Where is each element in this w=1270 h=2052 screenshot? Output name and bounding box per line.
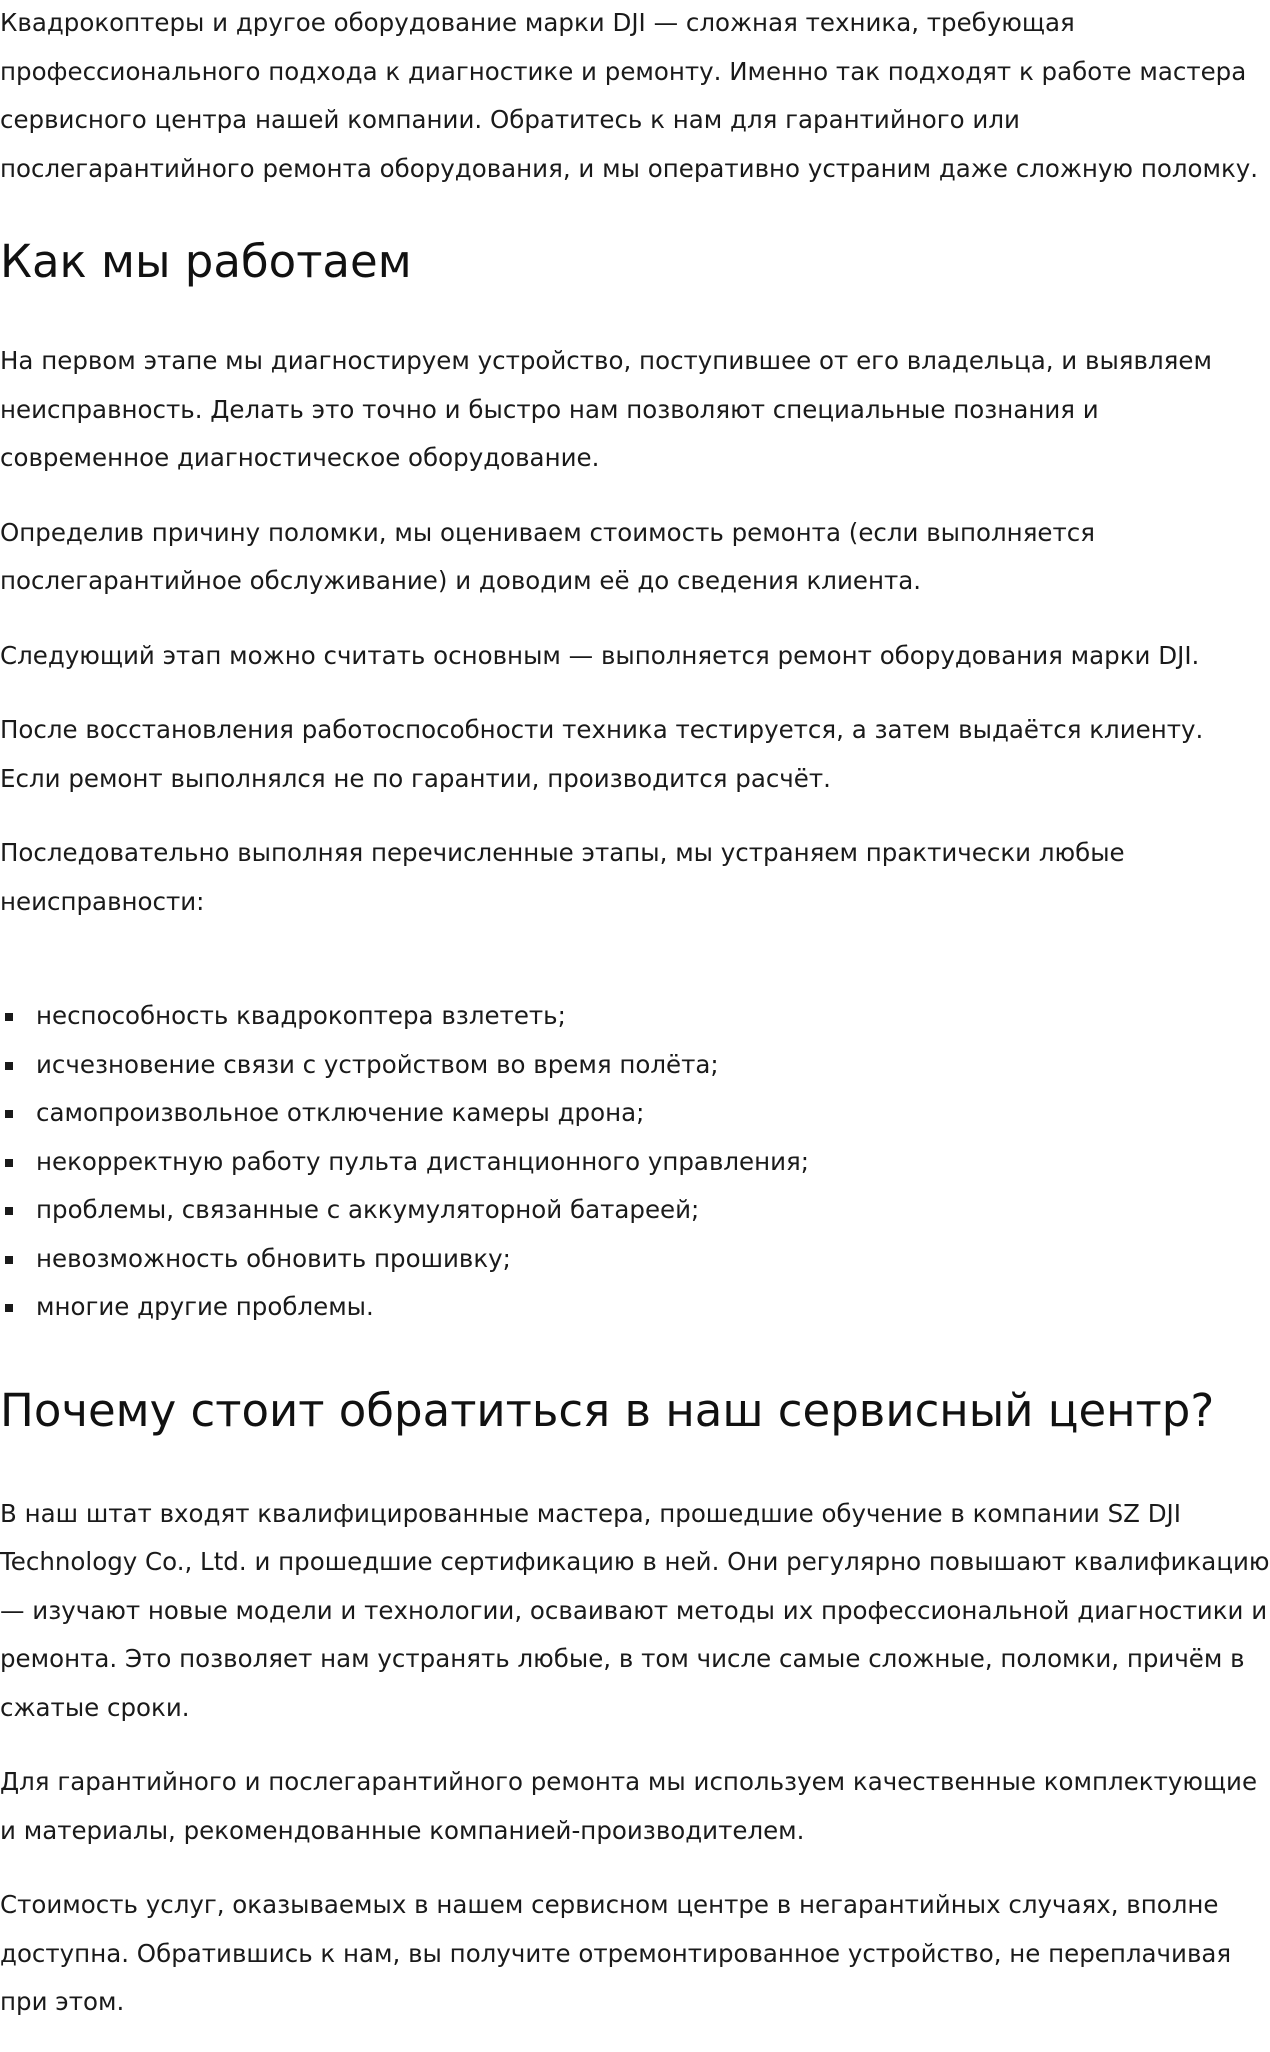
list-item	[0, 1138, 1270, 1187]
list-item-text: невозможность обновить прошивку;	[36, 1243, 511, 1273]
list-item	[0, 1235, 1270, 1284]
list-item-text: некорректную работу пульта дистанционного управления;	[36, 1146, 810, 1176]
heading-why-us: Почему стоит обратиться в наш сервисный центр?	[0, 1383, 1215, 1437]
bullet-square-icon	[5, 1304, 13, 1312]
list-item	[0, 1089, 1270, 1138]
intro-paragraph: Квадрокоптеры и другое оборудование марки DJI — сложная техника, требующая профессионального подхода к диагностике и ремонту. Именно так подходят к работе мастера сервисного центра нашей компании. Обратитесь к нам для гарантийного или послегарантийного ремонта оборудования, и мы оперативно устраним даже сложную поломку.	[0, 8, 1259, 183]
list-item-text: исчезновение связи с устройством во время полёта;	[36, 1049, 719, 1079]
bullet-square-icon	[5, 1062, 13, 1070]
problems-list	[0, 992, 1270, 1332]
list-item	[0, 1041, 1270, 1090]
work-step-estimate: Определив причину поломки, мы оцениваем стоимость ремонта (если выполняется послегарантийное обслуживание) и доводим её до сведения клиента.	[0, 517, 1095, 595]
why-parts-paragraph: Для гарантийного и послегарантийного ремонта мы используем качественные комплектующие и материалы, рекомендованные компанией-производителем.	[0, 1767, 1258, 1845]
why-staff-paragraph: В наш штат входят квалифицированные мастера, прошедшие обучение в компании SZ DJI Technology Co., Ltd. и прошедшие сертификацию в ней. Они регулярно повышают квалификацию — изучают новые модели и технологии, осваивают методы их профессиональной диагностики и ремонта. Это позволяет нам устранять любые, в том числе самые сложные, поломки, причём в сжатые сроки.	[0, 1498, 1270, 1722]
work-step-repair: Следующий этап можно считать основным — выполняется ремонт оборудования марки DJI.	[0, 640, 1200, 670]
work-step-diagnostics: На первом этапе мы диагностируем устройство, поступившее от его владельца, и выявляем неисправность. Делать это точно и быстро нам позволяют специальные познания и современное диагностическое оборудование.	[0, 346, 1212, 472]
work-step-testing: После восстановления работоспособности техника тестируется, а затем выдаётся клиенту. Если ремонт выполнялся не по гарантии, производится расчёт.	[0, 715, 1204, 793]
list-item-text: неспособность квадрокоптера взлететь;	[36, 1001, 566, 1030]
heading-how-we-work: Как мы работаем	[0, 235, 412, 288]
list-item-text: многие другие проблемы.	[36, 1292, 374, 1321]
work-summary: Последовательно выполняя перечисленные этапы, мы устраняем практически любые неисправности:	[0, 838, 1125, 916]
bullet-square-icon	[5, 1013, 13, 1021]
bullet-square-icon	[5, 1256, 13, 1264]
bullet-square-icon	[5, 1159, 13, 1167]
bullet-square-icon	[5, 1207, 13, 1215]
list-item	[0, 1283, 1270, 1332]
list-item	[0, 1186, 1270, 1235]
why-price-paragraph: Стоимость услуг, оказываемых в нашем сервисном центре в негарантийных случаях, вполне доступна. Обратившись к нам, вы получите отремонтированное устройство, не переплачивая при этом.	[0, 1890, 1232, 2016]
list-item-text: самопроизвольное отключение камеры дрона;	[36, 1098, 645, 1127]
list-item-text: проблемы, связанные с аккумуляторной батареей;	[36, 1195, 700, 1224]
bullet-square-icon	[5, 1110, 13, 1118]
list-item	[0, 992, 1270, 1041]
